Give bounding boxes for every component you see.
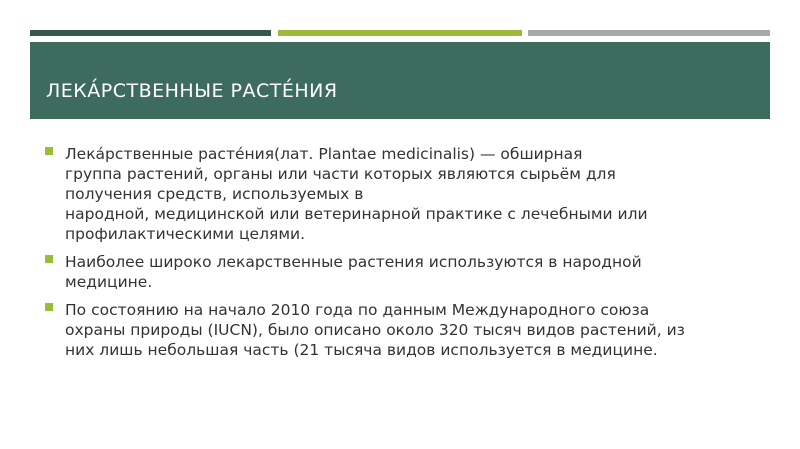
bullet-line: группа растений, органы или части которых являются сырьём для: [65, 165, 616, 183]
bullet-line: Лека́рственные расте́ния(лат. Plantae medicinalis) — обширная: [65, 145, 583, 163]
square-bullet-icon: [45, 255, 53, 263]
bullet-item: [45, 300, 760, 360]
bullet-line: народной, медицинской или ветеринарной практике с лечебными или: [65, 205, 648, 223]
bullet-line: медицине.: [65, 273, 153, 291]
bullet-line: По состоянию на начало 2010 года по данным Международного союза: [65, 301, 650, 319]
accent-stripe-dark-green: [30, 30, 271, 36]
slide-content: [45, 144, 760, 368]
slide-title: ЛЕКА́РСТВЕННЫЕ РАСТЕ́НИЯ: [46, 80, 338, 102]
bullet-line: Наиболее широко лекарственные растения используются в народной: [65, 253, 642, 271]
bullet-line: профилактическими целями.: [65, 225, 306, 243]
bullet-line: получения средств, используемых в: [65, 185, 364, 203]
title-band: [30, 42, 770, 119]
accent-stripe-lime: [278, 30, 522, 36]
bullet-line: них лишь небольшая часть (21 тысяча видов используется в медицине.: [65, 341, 658, 359]
square-bullet-icon: [45, 147, 53, 155]
bullet-line: охраны природы (IUCN), было описано около 320 тысяч видов растений, из: [65, 321, 685, 339]
square-bullet-icon: [45, 303, 53, 311]
accent-stripe-gray: [528, 30, 770, 36]
bullet-item: [45, 252, 760, 292]
bullet-item: [45, 144, 760, 244]
header-accent-stripes: [30, 30, 770, 36]
